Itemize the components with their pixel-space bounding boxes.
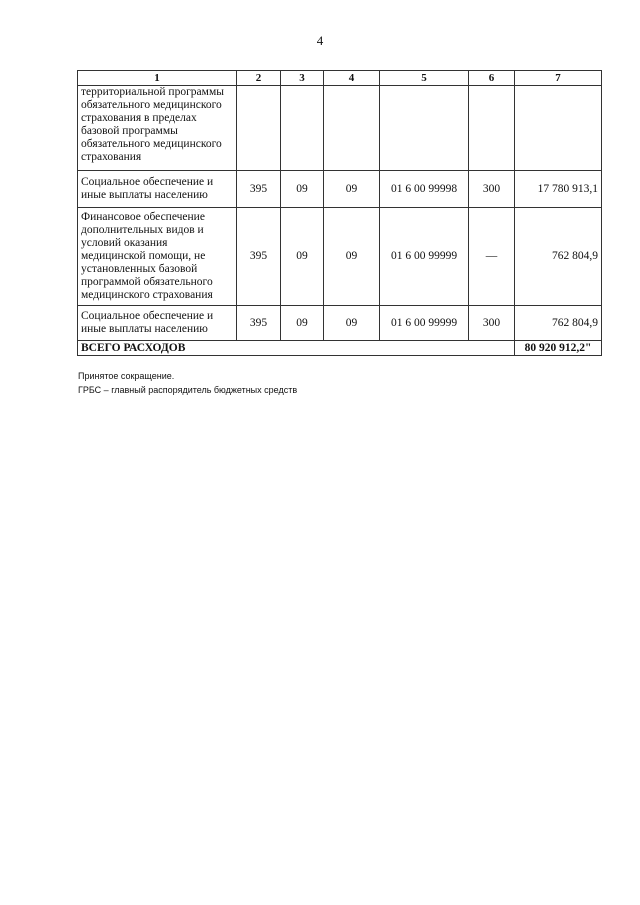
row-grbs: 395 — [237, 208, 281, 306]
row-subsection: 09 — [324, 208, 380, 306]
row-expense-type: — — [469, 208, 515, 306]
row-section — [281, 86, 324, 171]
header-row — [78, 71, 602, 86]
row-amount: 762 804,9 — [515, 306, 602, 341]
table-row — [78, 86, 602, 171]
row-name: Социальное обеспечение и иные выплаты населению — [78, 306, 237, 341]
header-col-7: 7 — [515, 71, 602, 86]
row-expense-type: 300 — [469, 306, 515, 341]
row-name: территориальной программы обязательного медицинского страхования в пределах базовой программы обязательного медицинского страхования — [78, 86, 237, 171]
row-subsection: 09 — [324, 171, 380, 208]
row-amount: 762 804,9 — [515, 208, 602, 306]
row-target — [380, 86, 469, 171]
header-col-2: 2 — [237, 71, 281, 86]
row-expense-type: 300 — [469, 171, 515, 208]
row-subsection — [324, 86, 380, 171]
row-subsection: 09 — [324, 306, 380, 341]
row-target: 01 6 00 99998 — [380, 171, 469, 208]
row-section: 09 — [281, 306, 324, 341]
row-target: 01 6 00 99999 — [380, 306, 469, 341]
total-value: 80 920 912,2" — [515, 341, 602, 356]
page-number: 4 — [316, 33, 324, 48]
table-row — [78, 171, 602, 208]
row-amount — [515, 86, 602, 171]
row-expense-type — [469, 86, 515, 171]
footnotes — [78, 369, 297, 397]
header-col-3: 3 — [281, 71, 324, 86]
row-name: Социальное обеспечение и иные выплаты населению — [78, 171, 237, 208]
header-col-5: 5 — [380, 71, 469, 86]
row-target: 01 6 00 99999 — [380, 208, 469, 306]
row-name: Финансовое обеспечение дополнительных видов и условий оказания медицинской помощи, не установленных базовой программой обязательного медицинского страхования — [78, 208, 237, 306]
footnote-line: ГРБС – главный распорядитель бюджетных средств — [78, 385, 298, 395]
header-col-6: 6 — [469, 71, 515, 86]
table-row — [78, 306, 602, 341]
total-row — [78, 341, 602, 356]
budget-table — [77, 70, 602, 356]
row-section: 09 — [281, 208, 324, 306]
row-grbs — [237, 86, 281, 171]
table-row — [78, 208, 602, 306]
header-col-1: 1 — [78, 71, 237, 86]
header-col-4: 4 — [324, 71, 380, 86]
row-grbs: 395 — [237, 171, 281, 208]
row-section: 09 — [281, 171, 324, 208]
footnote-line: Принятое сокращение. — [78, 371, 175, 381]
total-label: ВСЕГО РАСХОДОВ — [78, 341, 515, 356]
row-grbs: 395 — [237, 306, 281, 341]
row-amount: 17 780 913,1 — [515, 171, 602, 208]
